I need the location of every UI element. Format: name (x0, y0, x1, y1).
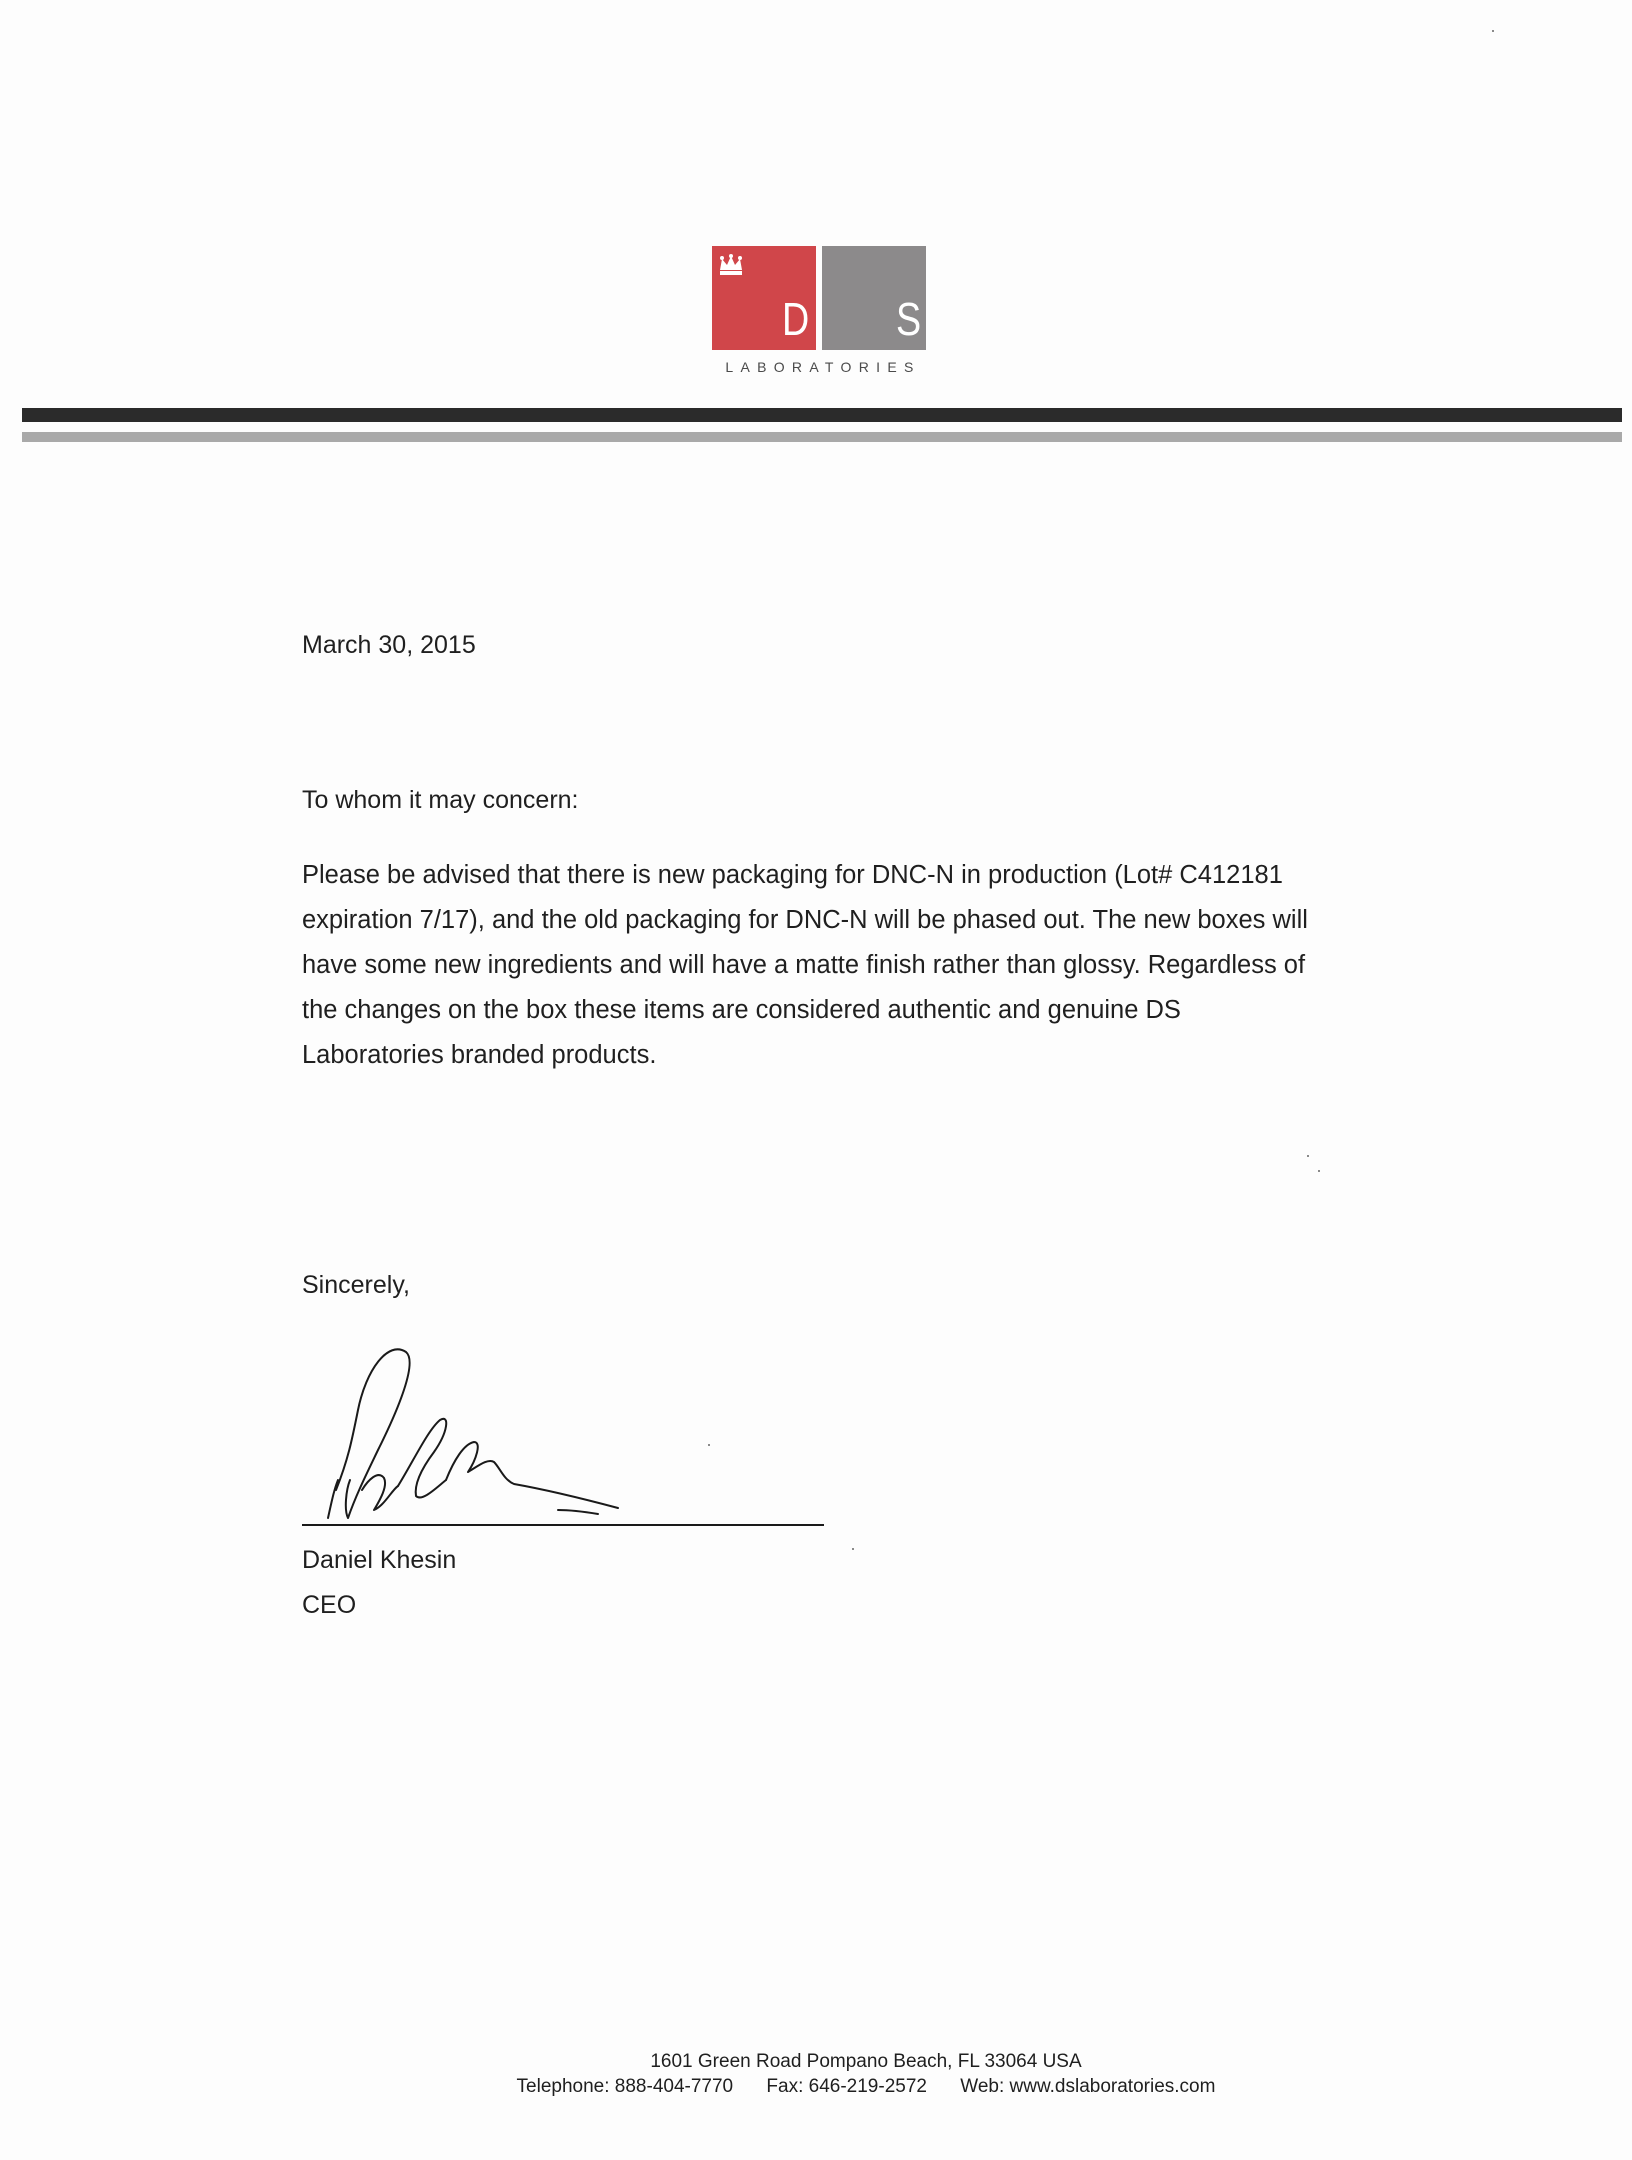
signature-line (302, 1524, 824, 1526)
logo-letter-d: D (782, 293, 810, 345)
logo-subtitle: LABORATORIES (725, 359, 921, 375)
crown-icon (718, 254, 744, 276)
ds-laboratories-logo (712, 246, 930, 380)
letter-closing: Sincerely, (302, 1271, 410, 1299)
body-line: have some new ingredients and will have a matte finish rather than glossy. Regardless of (302, 951, 1306, 979)
header-rule-gray (22, 432, 1622, 442)
body-line: Laboratories branded products. (302, 1041, 657, 1069)
body-line: expiration 7/17), and the old packaging for DNC-N will be phased out. The new boxes will (302, 906, 1308, 934)
footer-address: 1601 Green Road Pompano Beach, FL 33064 USA (650, 2051, 1082, 2072)
logo-red-square (712, 246, 816, 350)
scan-speck (852, 1548, 854, 1550)
logo-letter-s: S (896, 293, 922, 345)
letter-salutation: To whom it may concern: (302, 786, 579, 814)
scan-speck (1307, 1155, 1309, 1157)
footer-contact (50, 2075, 1632, 2099)
letter-date: March 30, 2015 (302, 631, 476, 659)
signer-title: CEO (302, 1591, 357, 1619)
logo-gray-square (822, 246, 926, 350)
handwritten-signature (318, 1340, 718, 1530)
footer-web: Web: www.dslaboratories.com (960, 2076, 1216, 2097)
scan-speck (1492, 30, 1494, 32)
footer-fax: Fax: 646-219-2572 (766, 2076, 927, 2097)
body-line: the changes on the box these items are considered authentic and genuine DS (302, 996, 1181, 1024)
body-line: Please be advised that there is new packaging for DNC-N in production (Lot# C412181 (302, 861, 1283, 889)
footer-telephone: Telephone: 888-404-7770 (516, 2076, 734, 2097)
scan-speck (1318, 1170, 1320, 1172)
signer-name: Daniel Khesin (302, 1546, 457, 1574)
scan-speck (708, 1444, 710, 1446)
header-rule-dark (22, 408, 1622, 422)
